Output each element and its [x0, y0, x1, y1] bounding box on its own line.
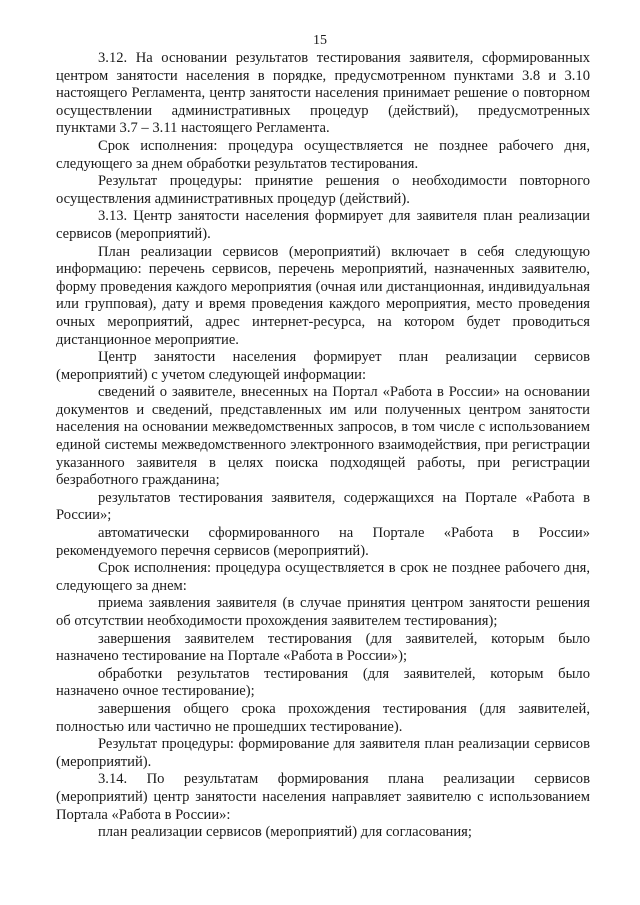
paragraph-deadline-3-12: Срок исполнения: процедура осуществляется не позднее рабочего дня, следующего за днем обработки результатов тестирования. [56, 137, 590, 172]
list-item: план реализации сервисов (мероприятий) для согласования; [98, 824, 472, 841]
list-item: завершения заявителем тестирования (для заявителей, которым было назначено тестирование на Портале «Работа в России»); [56, 630, 590, 665]
document-body [56, 50, 590, 842]
page-number: 15 [313, 33, 327, 48]
list-item: приема заявления заявителя (в случае принятия центром занятости решения об отсутствии необходимости прохождения заявителем тестирования); [56, 595, 590, 629]
paragraph-deadline-3-13: Срок исполнения: процедура осуществляется в срок не позднее рабочего дня, следующего за днем: [56, 560, 590, 594]
list-item: автоматически сформированного на Портале «Работа в России» рекомендуемого перечня сервисов (мероприятий). [56, 525, 590, 559]
paragraph-result-3-12: Результат процедуры: принятие решения о необходимости повторного осуществления административных процедур (действий). [56, 173, 590, 207]
list-item: завершения общего срока прохождения тестирования (для заявителей, полностью или частично не прошедших тестирование). [56, 700, 590, 735]
list-item: результатов тестирования заявителя, содержащихся на Портале «Работа в России»; [56, 489, 590, 524]
list-item: обработки результатов тестирования (для заявителей, которым было назначено очное тестирование); [56, 665, 590, 700]
paragraph-3-12: 3.12. На основании результатов тестирования заявителя, сформированных центром занятости населения в порядке, предусмотренном пунктами 3.8 и 3.10 настоящего Регламента, центр занятости населения принимает решение о повторном осуществлении административных процедур (действий), предусмотренных пунктами 3.7 – 3.11 настоящего Регламента. [56, 50, 590, 137]
list-item: сведений о заявителе, внесенных на Портал «Работа в России» на основании документов и сведений, представленных им или полученных центром занятости населения на основании межведомственных запросов, в том числе с использованием единой системы межведомственного электронного взаимодействия, при регистрации указанного заявителя в целях поиска подходящей работы, при регистрации безработного гражданина; [56, 384, 590, 489]
paragraph-result-3-13: Результат процедуры: формирование для заявителя план реализации сервисов (мероприятий). [56, 736, 590, 770]
paragraph-plan-contents: План реализации сервисов (мероприятий) включает в себя следующую информацию: перечень сервисов, перечень мероприятий, назначенных заявителю, форму проведения каждого мероприятия (очная или дистанционная, индивидуальная или групповая), дату и время проведения каждого мероприятия, место проведения очных мероприятий, адрес интернет-ресурса, на котором будет проводиться дистанционное мероприятие. [56, 243, 590, 348]
paragraph-3-13: 3.13. Центр занятости населения формирует для заявителя план реализации сервисов (мероприятий). [56, 208, 590, 242]
paragraph-plan-basis: Центр занятости населения формирует план реализации сервисов (мероприятий) с учетом следующей информации: [56, 349, 590, 383]
paragraph-3-14: 3.14. По результатам формирования плана реализации сервисов (мероприятий) центр занятости населения направляет заявителю с использованием Портала «Работа в России»: [56, 771, 590, 823]
